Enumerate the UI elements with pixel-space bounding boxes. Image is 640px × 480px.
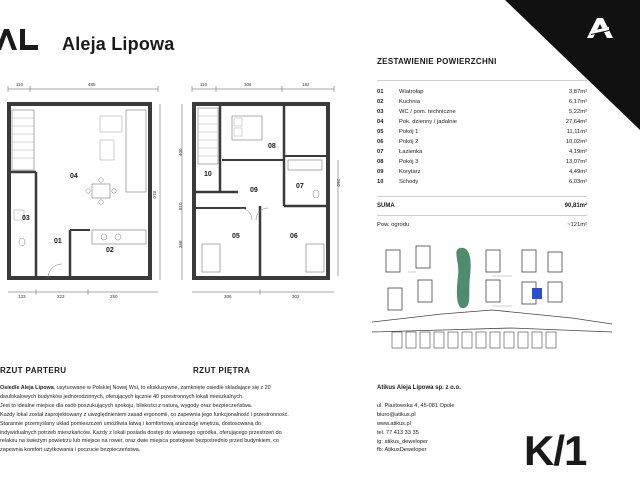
summary-divider-bottom [377, 215, 587, 216]
table-row [377, 177, 587, 187]
room-name: WC / pom. techniczne [399, 109, 456, 115]
room-label-01: 01 [54, 238, 62, 245]
upper-room-label-06: 06 [290, 233, 298, 240]
description-line-7: relaksu na świeżym powietrzu lub miejsce na rower, oraz dwie miejsca postojowe bezpośrednio przed budynkiem, co [0, 438, 279, 445]
total-area: 90,81m² [564, 203, 587, 209]
company-phone[interactable]: tel. 77 413 33 35 [377, 429, 419, 436]
room-number: 10 [377, 179, 384, 185]
room-number: 03 [377, 109, 384, 115]
description-line-8: zapewnia komfort użytkowania i poczucie bezpieczeństwa. [0, 447, 141, 454]
room-label-04: 04 [70, 173, 78, 180]
room-area: 4,19m² [568, 149, 587, 155]
unit-code: K/1 [524, 427, 587, 474]
room-area: 6,03m² [568, 179, 587, 185]
upper-dim-top-1: 110 [200, 82, 208, 87]
room-name: Pokój 1 [399, 129, 419, 135]
upper-dim-right: 250 [336, 179, 341, 187]
company-facebook[interactable]: fb: AtikusDeweloper [377, 447, 427, 454]
description-line-6: indywidualnych potrzeb mieszkańców. Każdy z lokali posiada dostęp do własnego ogródka, oferującego przestrzeń do [0, 429, 282, 436]
company-website[interactable]: www.atikus.pl [377, 420, 411, 427]
summary-divider-middle [377, 196, 587, 197]
room-name: Kuchnia [399, 99, 420, 105]
table-row [377, 157, 587, 167]
room-number: 09 [377, 169, 384, 175]
estate-description [0, 384, 360, 455]
upper-room-label-08: 08 [268, 143, 276, 150]
ground-floor-plan [0, 80, 165, 302]
aleja-lipowa-logo-icon [0, 26, 54, 52]
dim-side: 810 [152, 191, 157, 199]
room-name: Wiatrołap [399, 89, 424, 95]
total-area-row [377, 203, 587, 209]
room-label-03: 03 [22, 215, 30, 222]
description-line-5: Starannie przemyślany układ pomieszczeń umożliwia łatwą i komfortową aranżację wnętrza, dostosowaną do [0, 420, 261, 427]
table-row [377, 167, 587, 177]
room-name: Pokój 2 [399, 139, 419, 145]
room-number: 06 [377, 139, 384, 145]
upper-dim-bottom-2: 302 [292, 294, 300, 299]
room-area: 5,22m² [568, 109, 587, 115]
dim-bottom-3: 250 [110, 294, 118, 299]
room-number: 08 [377, 159, 384, 165]
room-name: Korytarz [399, 169, 421, 175]
upper-dim-left-2: 358 [178, 240, 183, 248]
table-row [377, 87, 587, 97]
brand-name: Aleja Lipowa [62, 34, 175, 54]
room-label-02: 02 [106, 247, 114, 254]
table-row [377, 117, 587, 127]
dim-top-2: 485 [88, 82, 96, 87]
upper-dim-bottom-1: 306 [224, 294, 232, 299]
garden-area: ~121m² [567, 222, 587, 228]
upper-dim-top-3: 182 [302, 82, 310, 87]
ground-floor-caption: RZUT PARTERU [0, 366, 67, 375]
upper-floor-caption: RZUT PIĘTRA [193, 366, 251, 375]
room-name: Pok. dzienny / jadalnie [399, 119, 458, 125]
garden-label: Pow. ogrodu [377, 222, 410, 228]
area-summary-table [377, 87, 587, 187]
room-name: Łazienka [399, 149, 423, 155]
description-line-1: Osiedle Aleja Lipowa, usytuowane w Polskiej Nowej Wsi, to ekskluzywne, zamknięte osiedle składające się z 20 [0, 385, 271, 391]
upper-dim-top-2: 306 [244, 82, 252, 87]
description-line-4: Każdy lokal został zaprojektowany z uwzględnieniem zasad ergonomii, co zapewnia jego funkcjonalność i przestronność. [0, 411, 289, 418]
room-area: 3,87m² [568, 89, 587, 95]
description-line-3: Jest to idealne miejsce dla osób poszukujących spokoju, bliskości z naturą, wygody oraz bezpieczeństwa. [0, 402, 253, 409]
summary-divider-top [377, 80, 587, 81]
table-row [377, 137, 587, 147]
room-area: 13,07m² [565, 159, 587, 165]
upper-room-label-07: 07 [296, 183, 304, 190]
room-name: Pokój 3 [399, 159, 419, 165]
table-row [377, 147, 587, 157]
upper-room-label-10: 10 [204, 171, 212, 178]
room-number: 02 [377, 99, 384, 105]
description-line-2: dwulokalowych budynków jednorodzinnych, oferujących łącznie 40 przestronnych lokali mieszkalnych. [0, 393, 244, 400]
room-number: 04 [377, 119, 384, 125]
room-name: Schody [399, 179, 419, 185]
pond-icon [456, 248, 470, 308]
room-area: 6,17m² [568, 99, 587, 105]
site-plan-map [372, 232, 612, 367]
company-instagram[interactable]: ig: atikus_deweloper [377, 438, 428, 445]
company-name: Atikus Aleja Lipowa sp. z o.o. [377, 385, 461, 391]
upper-dim-left-total: 810 [178, 202, 183, 210]
total-label: SUMA [377, 203, 395, 209]
room-area: 10,02m² [565, 139, 587, 145]
room-area: 27,64m² [565, 119, 587, 125]
room-number: 05 [377, 129, 384, 135]
area-summary-title: ZESTAWIENIE POWIERZCHNI [377, 57, 497, 66]
upper-dim-left-1: 400 [178, 148, 183, 156]
dim-top-1: 110 [16, 82, 24, 87]
room-area: 4,49m² [568, 169, 587, 175]
room-number: 01 [377, 89, 384, 95]
company-email[interactable]: biuro@atikus.pl [377, 411, 416, 418]
table-row [377, 107, 587, 117]
table-row [377, 127, 587, 137]
dim-bottom-1: 133 [18, 294, 26, 299]
estate-name: Osiedle Aleja Lipowa [0, 385, 54, 391]
garden-area-row [377, 222, 587, 228]
room-area: 11,11m² [566, 129, 587, 135]
upper-floor-plan [176, 80, 346, 302]
table-row [377, 97, 587, 107]
room-number: 07 [377, 149, 384, 155]
unit-location-marker [532, 288, 542, 299]
upper-room-label-05: 05 [232, 233, 240, 240]
company-address: ul. Piastowska 4, 45-081 Opole [377, 402, 455, 409]
company-contact [377, 384, 461, 455]
dim-bottom-2: 223 [57, 294, 65, 299]
upper-room-label-09: 09 [250, 187, 258, 194]
